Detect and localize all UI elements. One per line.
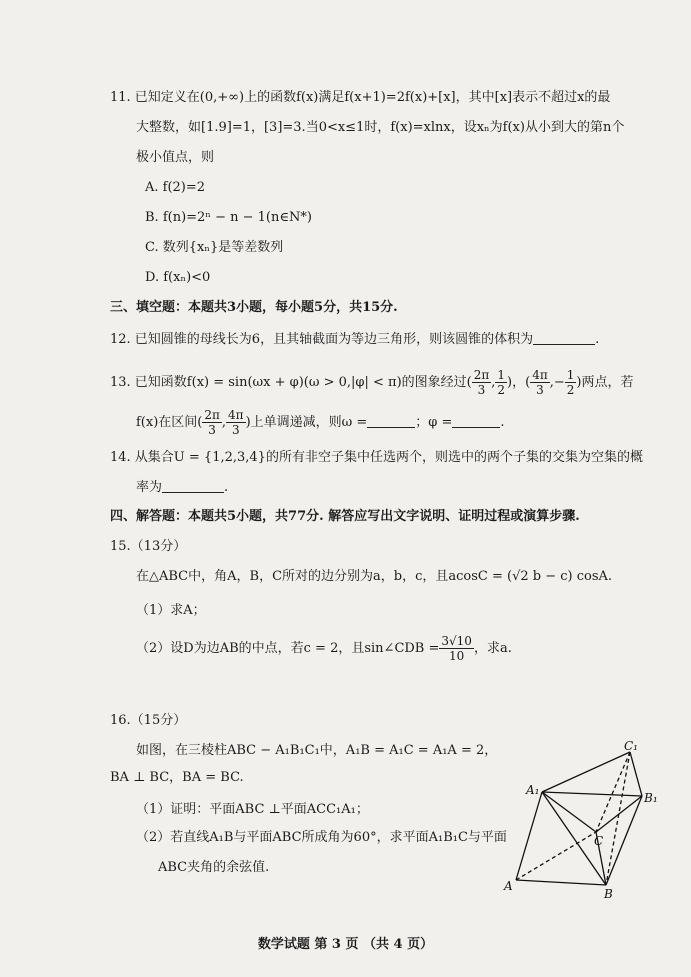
q13-point1-y [495,368,507,397]
edge-c1-b1 [630,752,642,796]
q13-phi-text: ；φ = [415,415,453,430]
q13-interval-comma: , [221,415,227,430]
q12-end: . [595,332,600,347]
frac-den: 3 [536,383,544,397]
q11-option-d: D. f(xₙ)<0 [145,270,211,285]
q13-interval-right [226,408,246,437]
q16-line1: 如图，在三棱柱ABC − A₁B₁C₁中，A₁B = A₁C = A₁A = 2， [136,743,498,758]
q15-heading: 15.（13分） [110,539,187,554]
q11-line3: 极小值点，则 [136,150,215,165]
q11-option-c: C. 数列{xₙ}是等差数列 [145,240,284,255]
q13-interval-text: f(x)在区间( [136,415,203,430]
q13-point2-y [565,368,577,397]
section-4-heading: 四、解答题：本题共5小题，共77分. 解答应写出文字说明、证明过程或演算步骤. [110,509,580,524]
q13-point2-x [530,368,550,397]
frac-num: 4π [532,368,548,382]
label-b1: B₁ [644,791,658,805]
q14-end: . [224,480,229,495]
frac-num: 3√10 [441,634,472,648]
frac-den: 10 [449,649,465,663]
q14-text: 率为 [136,480,163,495]
q16-part1: （1）证明：平面ABC ⊥平面ACC₁A₁； [136,802,369,817]
q11-option-b: B. f(n)=2ⁿ − n − 1(n∈N*) [145,210,312,225]
frac-num: 1 [566,368,575,382]
q13-line2 [136,405,505,441]
q13-point1-x [472,368,492,397]
q13-mid: )，( [507,375,531,390]
frac-den: 2 [566,383,575,397]
frac-num: 4π [228,408,244,422]
edge-a-b [516,880,606,885]
edge-a1-a [516,792,542,880]
edge-c1-b-dashed [606,752,630,885]
q13-stem: 13. 已知函数f(x) = sin(ωx + φ)(ω > 0,|φ| < π)的图象经过( [110,375,472,390]
page-footer: 数学试题 第 3 页 （共 4 页） [257,937,434,952]
q13-comma: , [491,375,496,390]
q16-heading: 16.（15分） [110,713,187,728]
q16-part2-line2: ABC夹角的余弦值. [158,860,270,875]
q16-part2-line1: （2）若直线A₁B与平面ABC所成角为60°，求平面A₁B₁C与平面 [136,830,507,845]
label-a1: A₁ [526,783,540,797]
frac-num: 1 [497,368,506,382]
edge-c1-c-dashed [596,752,630,832]
q14-answer-blank [162,478,224,493]
section-3-heading: 三、填空题：本题共3小题，每小题5分，共15分. [110,300,398,315]
q11-option-a: A. f(2)=2 [145,180,206,195]
label-b: B [604,887,613,900]
q15-stem: 在△ABC中，角A，B，C所对的边分别为a，b，c，且acosC = (√2 b − c) cosA. [136,569,613,584]
label-c1: C₁ [624,740,638,753]
frac-den: 3 [208,423,216,437]
q13-omega-text: )上单调递减，则ω = [245,415,368,430]
q13-line1 [110,365,633,401]
q13-interval-left [202,408,222,437]
frac-num: 2π [473,368,490,382]
label-c: C [594,834,604,848]
prism-figure [498,740,668,900]
q12 [110,330,599,350]
edge-a1-c [542,792,596,832]
q11-line2: 大整数，如[1.9]=1，[3]=3.当0<x≤1时，f(x)=xlnx，设xₙ为f(x)从小到大的第n个 [136,120,625,135]
label-a: A [504,879,513,893]
q14-line2 [136,478,228,498]
q15-sine-value [439,634,474,663]
q14-line1: 14. 从集合U = {1,2,3,4}的所有非空子集中任选两个，则选中的两个子集的交集为空集的概 [110,450,643,465]
frac-den: 3 [231,423,240,437]
q15-part2-text: （2）设D为边AB的中点，若c = 2，且sin∠CDB = [136,641,440,656]
frac-den: 2 [497,383,506,397]
q13-phi-blank [452,413,500,428]
q15-part1: （1）求A； [136,603,206,618]
q15-part2 [136,630,512,668]
q15-part2-end: ，求a. [473,641,512,656]
q13-end2: . [500,415,505,430]
q13-comma-neg: ,− [549,375,565,390]
edge-a1-b1 [542,792,642,796]
frac-den: 3 [477,383,486,397]
edge-a1-c1 [542,752,630,792]
q12-answer-blank [533,330,595,345]
q12-text: 12. 已知圆锥的母线长为6，且其轴截面为等边三角形，则该圆锥的体积为 [110,332,534,347]
q13-end1: )两点，若 [576,375,634,390]
frac-num: 2π [204,408,220,422]
q13-omega-blank [367,413,415,428]
q16-line2: BA ⊥ BC，BA = BC. [110,770,244,785]
q11-line1: 11. 已知定义在(0,+∞)上的函数f(x)满足f(x+1)=2f(x)+[x]，其中[x]表示不超过x的最 [110,90,611,105]
